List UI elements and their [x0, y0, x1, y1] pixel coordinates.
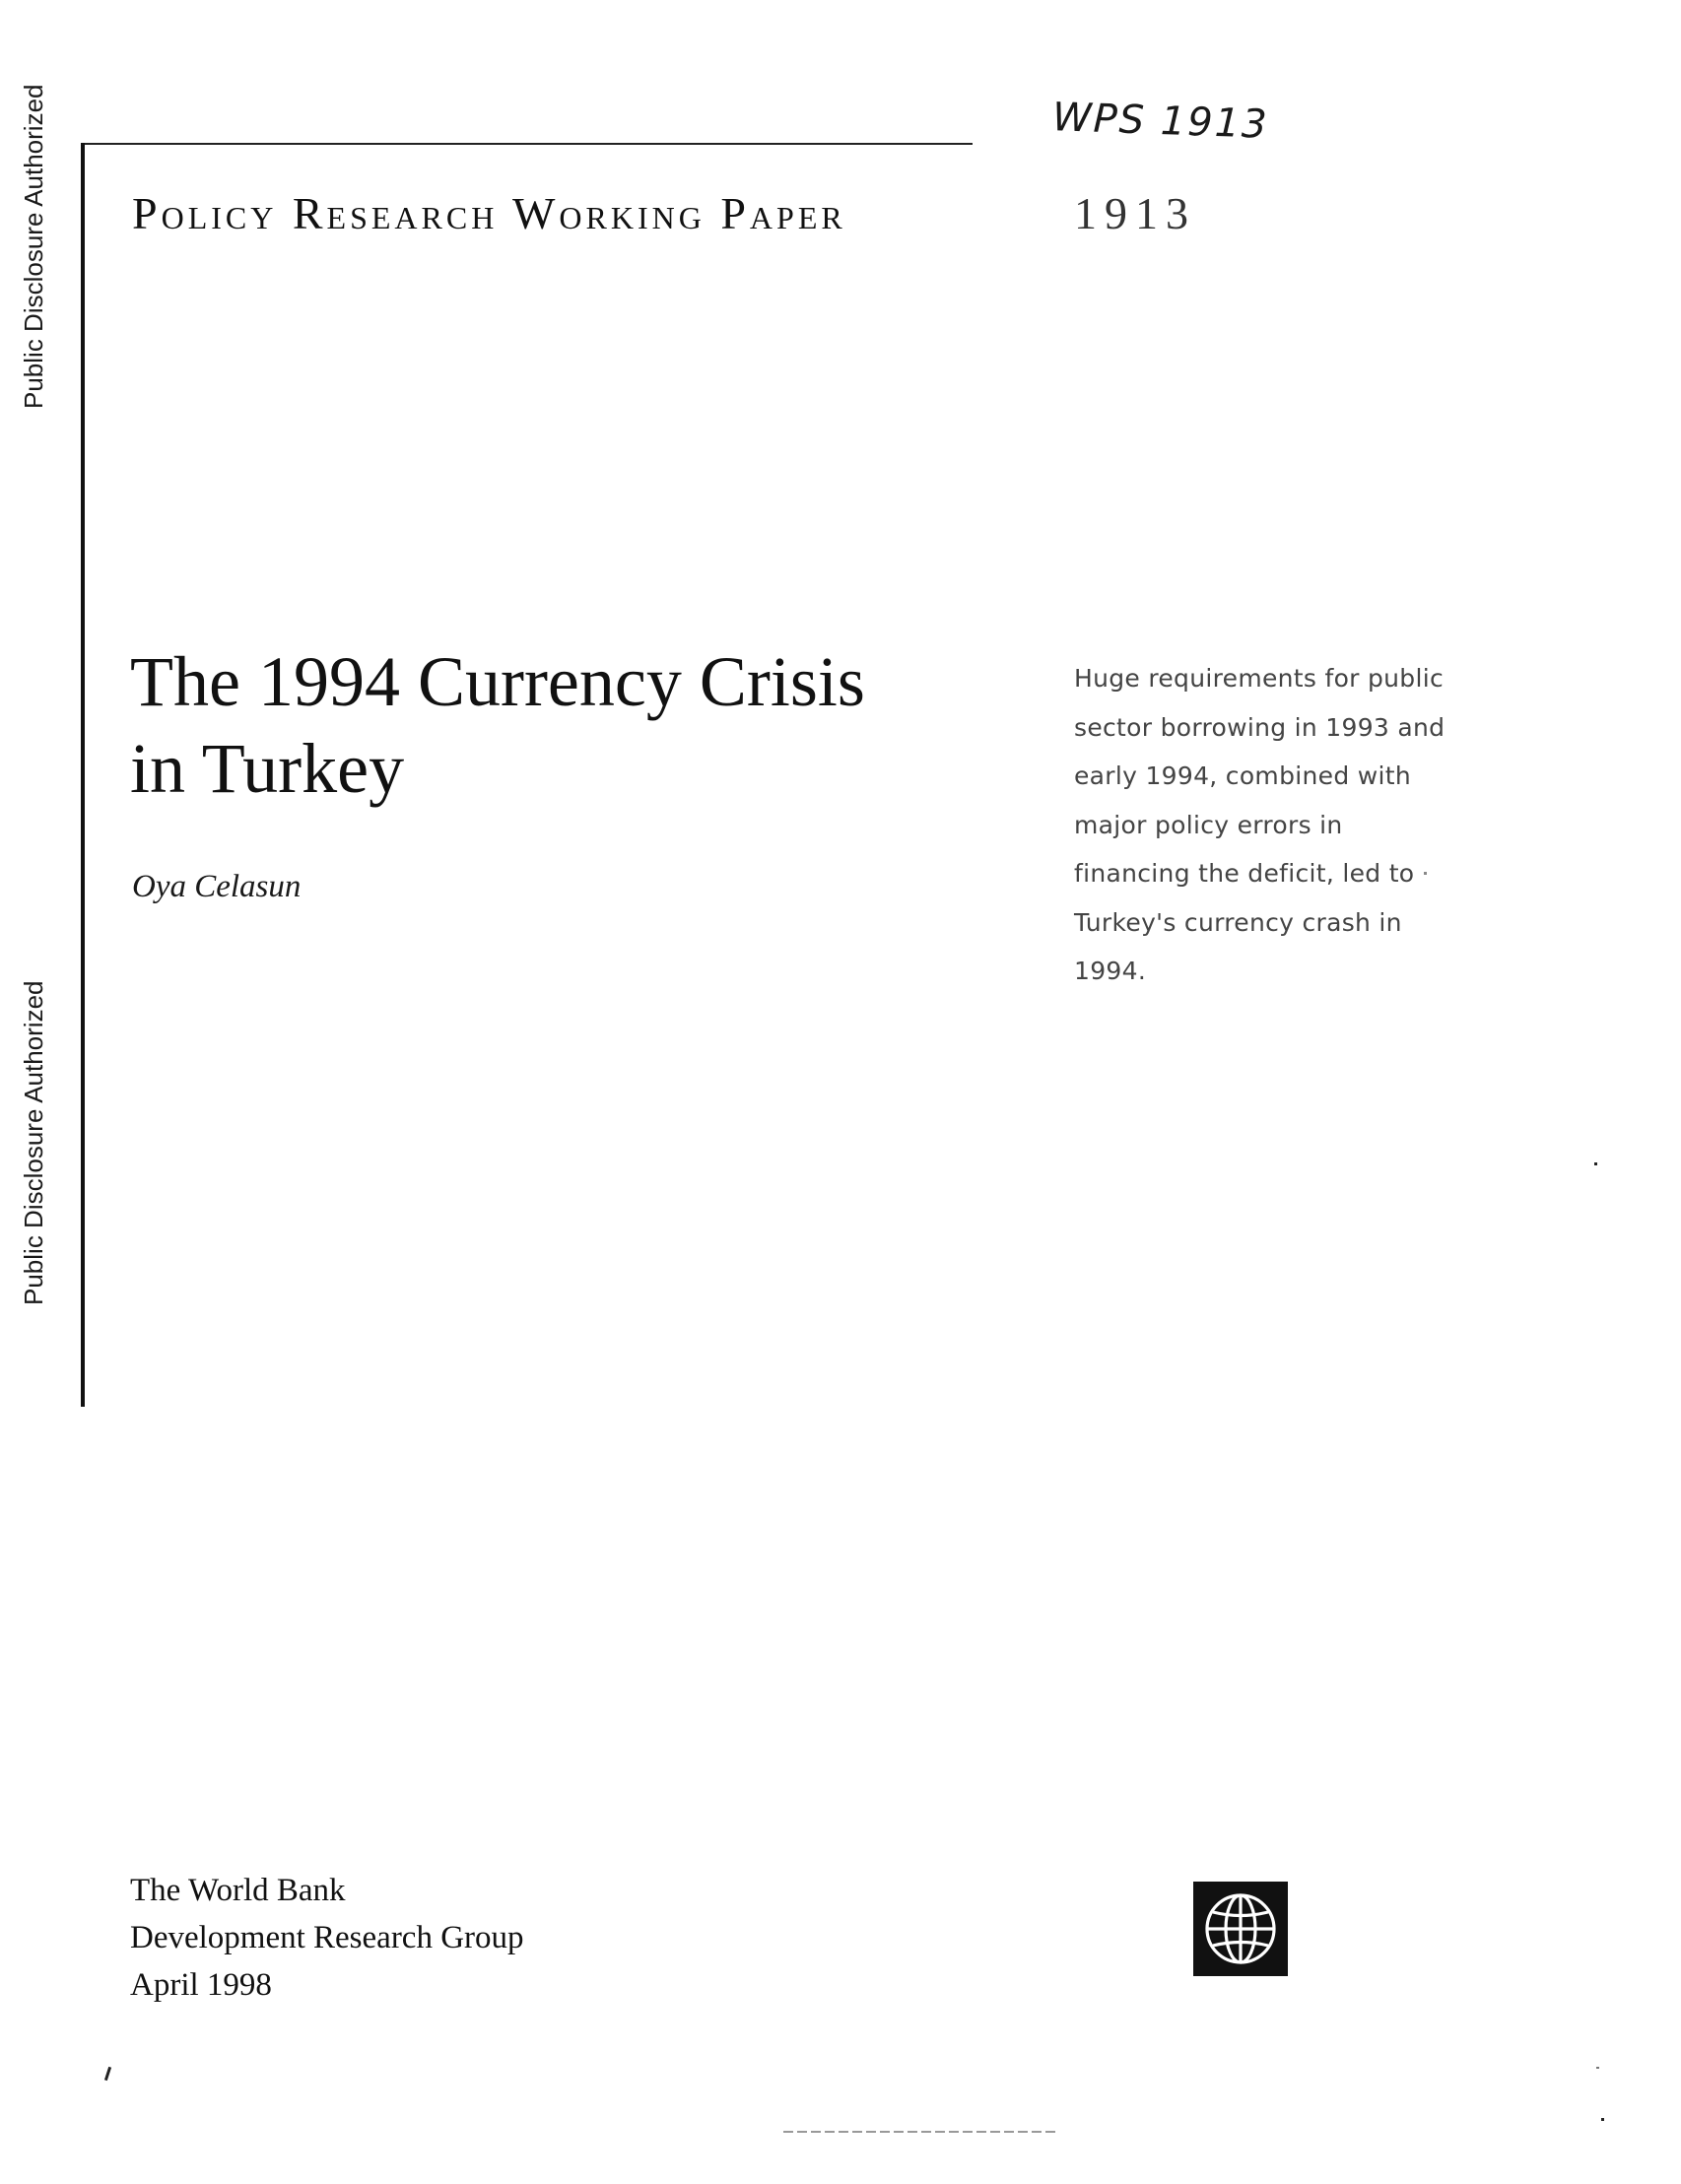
- header-rule: [83, 143, 973, 145]
- paper-title: [130, 638, 938, 812]
- title-line-1: The 1994 Currency Crisis: [130, 642, 865, 721]
- scan-artifact: [104, 2067, 111, 2081]
- abstract-line: Huge requirements for public: [1074, 664, 1445, 693]
- abstract-line: early 1994, combined with: [1074, 761, 1411, 790]
- scan-artifact: [1594, 1162, 1597, 1165]
- paper-number: 1913: [1074, 188, 1196, 238]
- abstract-summary: [1074, 654, 1468, 996]
- handwritten-note: WPS 1913: [1051, 95, 1270, 148]
- abstract-line: major policy errors in: [1074, 810, 1343, 839]
- scan-artifact: [1424, 872, 1427, 875]
- abstract-line: sector borrowing in 1993 and: [1074, 712, 1446, 742]
- publisher-block: [130, 1867, 524, 2009]
- world-bank-globe-icon: [1193, 1882, 1288, 1976]
- abstract-line: 1994.: [1074, 957, 1147, 985]
- abstract-line: Turkey's currency crash in: [1074, 907, 1402, 937]
- scan-artifact: [1596, 2067, 1599, 2069]
- series-title: Policy Research Working Paper: [132, 188, 846, 238]
- publisher-group: Development Research Group: [130, 1920, 524, 1955]
- left-frame-rule: [81, 143, 85, 1407]
- title-line-2: in Turkey: [130, 729, 405, 808]
- author-name: Oya Celasun: [132, 869, 302, 904]
- abstract-line: financing the deficit, led to: [1074, 859, 1415, 888]
- publication-date: April 1998: [130, 1967, 272, 2003]
- disclosure-stamp-bottom: Public Disclosure Authorized: [19, 980, 48, 1305]
- scan-artifact: [1601, 2118, 1604, 2121]
- scan-artifact: [783, 2131, 1059, 2133]
- publisher-institution: The World Bank: [130, 1873, 346, 1908]
- disclosure-stamp-top: Public Disclosure Authorized: [19, 84, 48, 409]
